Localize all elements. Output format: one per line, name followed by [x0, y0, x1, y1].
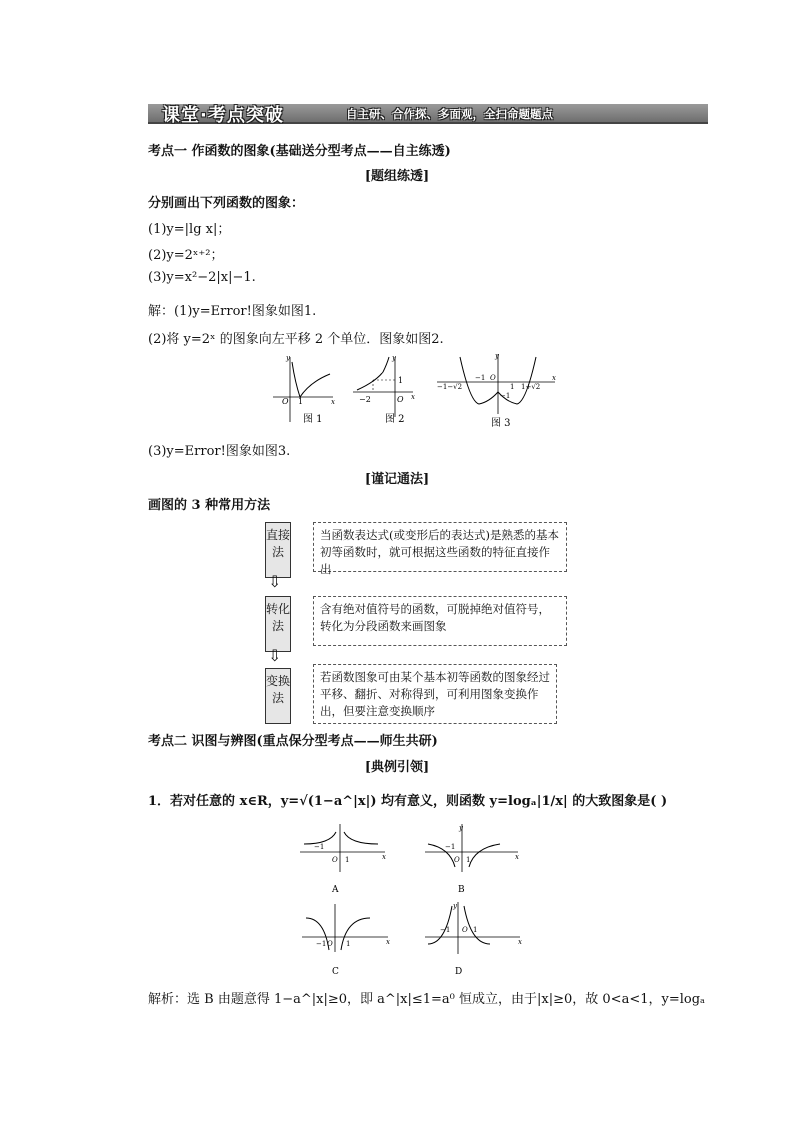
option-c-graph: [302, 904, 390, 952]
method-text-convert: 含有绝对值符号的函数，可脱掉绝对值符号，转化为分段函数来画图象: [313, 596, 567, 646]
figure-1: [273, 354, 335, 422]
solution-1: 解：(1)y=Error!图象如图1.: [148, 304, 317, 319]
svg-text:−1: −1: [445, 843, 456, 851]
fig1-label: 图 1: [303, 414, 323, 425]
svg-text:−1: −1: [314, 843, 325, 851]
svg-text:1: 1: [473, 926, 478, 934]
option-b-label: B: [458, 885, 465, 895]
svg-text:1: 1: [346, 940, 351, 948]
svg-text:O: O: [462, 926, 468, 934]
section2-tag: [典例引领]: [364, 760, 430, 775]
option-a-graph: [300, 824, 386, 872]
section2-heading: 考点二 识图与辨图(重点保分型考点——师生共研): [148, 734, 438, 749]
svg-text:O: O: [397, 395, 404, 404]
section1-tag: [题组练透]: [364, 169, 430, 184]
svg-text:−1: −1: [475, 374, 486, 382]
svg-text:1: 1: [466, 856, 471, 864]
svg-text:x: x: [518, 938, 522, 946]
method-text-transform: 若函数图象可由某个基本初等函数的图象经过平移、翻折、对称得到，可利用图象变换作出，但要注意变换顺序: [313, 664, 557, 724]
item-3: (3)y=x²−2|x|−1.: [148, 270, 256, 285]
svg-text:1: 1: [345, 856, 350, 864]
svg-text:−1−√2: −1−√2: [437, 383, 463, 391]
answer-explanation: 解析：选 B 由题意得 1−a^|x|≥0，即 a^|x|≤1=a⁰ 恒成立，由于|x|≥0，故 0<a<1，y=logₐ: [148, 992, 706, 1007]
svg-text:1: 1: [510, 383, 515, 391]
method-box-direct: 直接法: [265, 522, 291, 578]
question-1: 1．若对任意的 x∈R，y=√(1−a^|x|) 均有意义，则函数 y=logₐ|1/x| 的大致图象是( ): [148, 794, 668, 809]
method-box-convert: 转化法: [265, 596, 291, 652]
svg-text:y: y: [495, 352, 499, 360]
svg-text:−2: −2: [359, 395, 371, 404]
svg-text:1+√2: 1+√2: [521, 383, 541, 391]
item-1: (1)y=|lg x|；: [148, 222, 231, 237]
figure-2: [353, 354, 415, 417]
svg-text:1: 1: [298, 397, 304, 406]
method-text-direct: 当函数表达式(或变形后的表达式)是熟悉的基本初等函数时，就可根据这些函数的特征直接作出: [313, 522, 567, 572]
section1-prompt: 分别画出下列函数的图象：: [148, 196, 305, 211]
svg-text:y: y: [453, 902, 457, 910]
svg-text:O: O: [490, 374, 496, 382]
figures-1-3: [265, 352, 565, 432]
method-box-transform: 变换法: [265, 668, 291, 724]
banner-title: 课堂·考点突破: [162, 105, 284, 126]
section-banner: [148, 104, 708, 124]
svg-text:−1: −1: [440, 926, 451, 934]
svg-text:−1: −1: [316, 940, 327, 948]
solution-2: (2)将 y=2ˣ 的图象向左平移 2 个单位．图象如图2.: [148, 332, 444, 347]
option-d-label: D: [455, 967, 463, 977]
svg-text:−1: −1: [500, 392, 511, 400]
methods-title: 画图的 3 种常用方法: [148, 498, 271, 513]
svg-text:y: y: [392, 354, 396, 362]
svg-text:1: 1: [398, 376, 404, 385]
fig3-label: 图 3: [491, 418, 511, 429]
option-a-label: A: [332, 885, 339, 895]
svg-text:x: x: [515, 853, 519, 861]
item-2: (2)y=2ˣ⁺²；: [148, 248, 224, 263]
svg-text:O: O: [454, 856, 460, 864]
option-b-graph: [425, 824, 519, 872]
figure-3: [437, 352, 556, 414]
down-arrow-icon: ⇩: [268, 646, 282, 665]
svg-text:O: O: [282, 397, 289, 406]
option-d-graph: [425, 902, 522, 954]
banner-subtitle: 自主研、合作探、多面观，全扫命题题点: [346, 107, 553, 121]
svg-text:O: O: [332, 856, 338, 864]
svg-text:y: y: [286, 354, 290, 362]
svg-text:O: O: [327, 940, 333, 948]
svg-text:x: x: [331, 398, 335, 406]
down-arrow-icon: ⇩: [268, 572, 282, 591]
svg-text:x: x: [411, 393, 415, 401]
option-c-label: C: [332, 967, 339, 977]
fig2-label: 图 2: [385, 414, 405, 425]
methods-tag: [谨记通法]: [364, 472, 430, 487]
solution-3: (3)y=Error!图象如图3.: [148, 444, 291, 459]
option-graphs: [290, 822, 530, 982]
svg-text:x: x: [552, 374, 556, 382]
svg-text:x: x: [386, 938, 390, 946]
svg-text:y: y: [459, 824, 463, 832]
svg-text:x: x: [382, 853, 386, 861]
section1-heading: 考点一 作函数的图象(基础送分型考点——自主练透): [148, 144, 451, 159]
